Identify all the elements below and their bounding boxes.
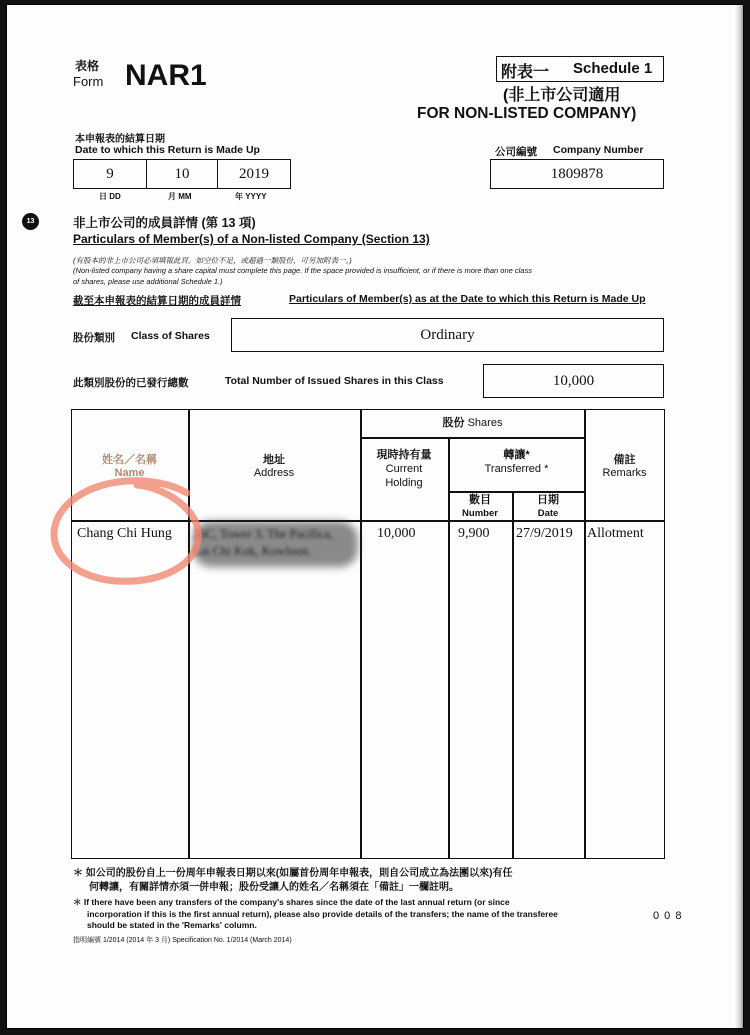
form-code: NAR1	[125, 59, 207, 92]
col-number-zh: 數目	[469, 494, 491, 506]
footnote-zh	[73, 867, 673, 895]
issued-shares-value: 10,000	[483, 364, 664, 398]
footnote-zh-line-2: 何轉讓，有關詳情亦須一併申報；股份受讓人的姓名／名稱須在「備註」一欄註明。	[89, 882, 459, 893]
year-label: 年 YYYY	[235, 192, 267, 201]
member-current-holding: 10,000	[377, 526, 416, 541]
section-note-zh: (有股本的非上市公司必須填報此頁。如空位不足，或超過一類股份，可另加附表一。)	[73, 256, 352, 265]
footnote-en-line-1: ＊ If there have been any transfers of the company's shares since the date of the last annual return (or since	[73, 897, 510, 907]
return-date-label-zh: 本申報表的結算日期	[75, 134, 165, 145]
section-note-en-2: of shares, please use additional Schedule 1.)	[73, 277, 223, 286]
col-holding-en-2: Holding	[385, 477, 423, 489]
company-number-value: 1809878	[490, 159, 664, 189]
footnote-en-line-2: incorporation if this is the first annual return), please also provide details of the transfers; the name of the transferee	[87, 908, 558, 919]
form-label-zh: 表格	[75, 59, 100, 73]
return-date-label-en: Date to which this Return is Made Up	[75, 144, 260, 156]
footnote-en	[73, 897, 653, 932]
col-date-en: Date	[537, 508, 559, 519]
footnote-zh-line-1: ＊ 如公司的股份自上一份周年申報表日期以來(如屬首份周年申報表，則自公司成立為法團以來)有任	[73, 868, 513, 879]
section-title-zh: 非上市公司的成員詳情 (第 13 項)	[73, 216, 256, 230]
return-date-month: 10	[146, 159, 218, 189]
member-remarks: Allotment	[587, 526, 644, 541]
address-redaction	[193, 521, 358, 567]
col-shares-zh: 股份 Shares	[442, 417, 503, 429]
company-type-en: FOR NON-LISTED COMPANY)	[417, 105, 637, 122]
highlight-circle-annotation	[37, 445, 217, 595]
as-at-label-zh: 截至本申報表的結算日期的成員詳情	[73, 295, 241, 307]
specification-number: 指明編號 1/2014 (2014 年 3 月) Specification No. 1/2014 (March 2014)	[73, 937, 292, 944]
day-label: 日 DD	[99, 192, 121, 201]
member-transferred-date: 27/9/2019	[516, 526, 573, 541]
col-address-en: Address	[253, 467, 295, 479]
col-number-en: Number	[462, 508, 498, 519]
col-holding-en-1: Current	[385, 463, 423, 475]
form-label-en: Form	[73, 74, 104, 89]
issued-shares-label-en: Total Number of Issued Shares in this Class	[225, 375, 444, 387]
company-number-label-en: Company Number	[553, 144, 644, 156]
section-note-en-1: (Non-listed company having a share capital must complete this page. If the space provided is insufficient, or if there is more than one class	[73, 266, 532, 275]
col-holding-zh: 現時持有量	[376, 449, 432, 461]
company-number-label-zh: 公司編號	[495, 146, 537, 158]
section-number-badge: 13	[22, 213, 39, 230]
col-date-zh: 日期	[537, 494, 559, 506]
col-remarks-zh: 備註	[613, 454, 636, 466]
share-class-label-zh: 股份類別	[73, 332, 115, 344]
as-at-label-en: Particulars of Member(s) as at the Date to which this Return is Made Up	[289, 293, 646, 305]
col-remarks-en: Remarks	[602, 467, 647, 479]
footnote-en-line-3: should be stated in the 'Remarks' column.	[87, 920, 257, 930]
share-class-label-en: Class of Shares	[131, 330, 210, 342]
month-label: 月 MM	[168, 192, 192, 201]
col-name-en: Name	[114, 467, 145, 479]
section-title-en: Particulars of Member(s) of a Non-listed Company (Section 13)	[73, 232, 430, 246]
col-address-zh: 地址	[263, 454, 285, 466]
col-transferred-en: Transferred *	[484, 463, 549, 475]
form-page	[6, 4, 744, 1029]
share-class-value: Ordinary	[231, 318, 664, 352]
company-type-zh: (非上市公司適用	[503, 87, 621, 104]
member-transferred-number: 9,900	[458, 526, 490, 541]
issued-shares-label-zh: 此類別股份的已發行總數	[73, 377, 189, 389]
col-transferred-zh: 轉讓*	[503, 449, 530, 461]
return-date-day: 9	[73, 159, 147, 189]
member-name: Chang Chi Hung	[77, 526, 172, 541]
col-name-zh: 姓名／名稱	[102, 454, 157, 466]
schedule-en: Schedule 1	[573, 60, 653, 77]
page-code: 0 0 8	[653, 910, 683, 922]
return-date-year: 2019	[217, 159, 291, 189]
schedule-zh: 附表一	[501, 64, 550, 81]
